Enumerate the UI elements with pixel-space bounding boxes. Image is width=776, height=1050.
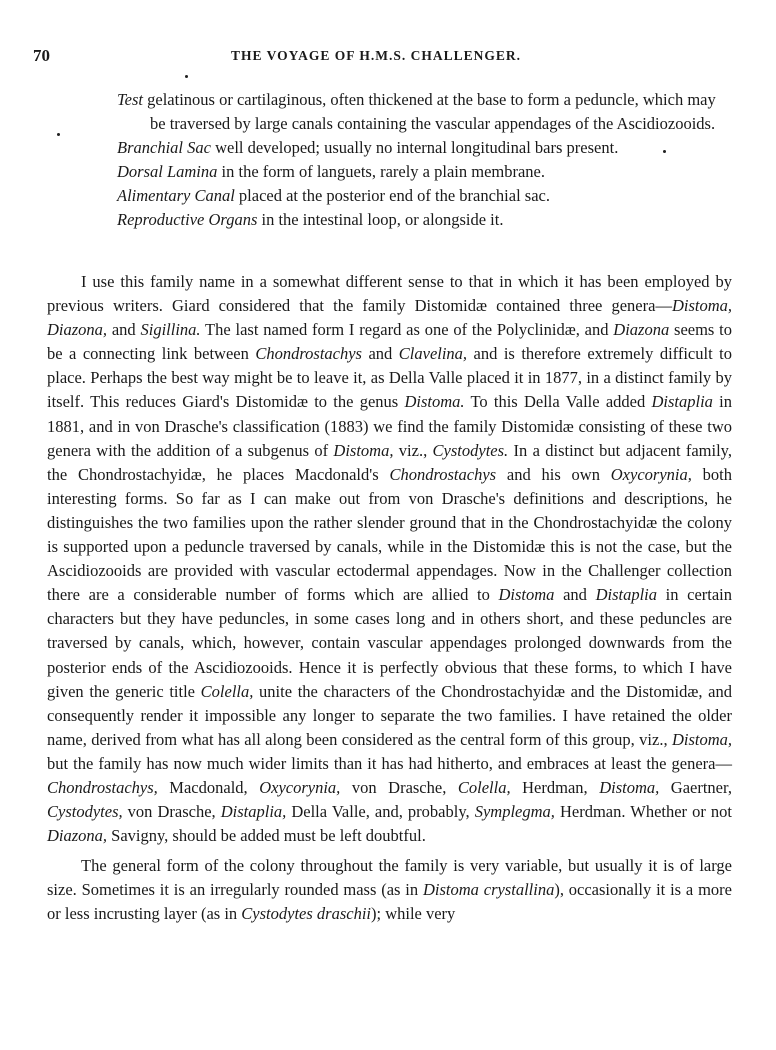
italic-text: Cystodytes.	[432, 440, 509, 460]
italic-text: Chondrostachys,	[47, 777, 158, 797]
text-run: Macdonald,	[157, 777, 260, 797]
text-run: and	[107, 320, 141, 340]
text-run: and	[361, 344, 399, 364]
text-run: I use this family name in a somewhat different sense to that in which it has been employed by previous writers. Giard considered that the family Distomidæ contained three genera—	[47, 272, 732, 316]
text-run: and	[554, 585, 596, 605]
text-run: Savigny, should be added must be left doubtful.	[107, 826, 426, 846]
paragraph	[47, 854, 732, 926]
character-text: in the intestinal loop, or alongside it.	[257, 210, 504, 229]
text-run: ), occasionally it is a more or less incrusting layer (as in	[47, 880, 732, 924]
text-run: and his own	[496, 464, 611, 484]
character-text: gelatinous or cartilaginous, often thickened at the base to form a peduncle, which may be traversed by large canals containing the vascular appendages of the Ascidiozooids.	[143, 90, 716, 133]
character-term: Alimentary Canal	[117, 186, 235, 205]
text-run: seems to be a connecting link between	[47, 320, 732, 364]
character-text: well developed; usually no internal longitudinal bars present.	[210, 138, 619, 157]
italic-text: Distoma.	[404, 392, 465, 412]
character-item	[117, 88, 732, 136]
italic-text: Distoma,	[671, 729, 732, 749]
character-item	[117, 160, 732, 184]
italic-text: Clavelina,	[398, 344, 468, 364]
text-run: unite the characters of the Chondrostachyidæ and the Distomidæ, and consequently render it impossible any longer to separate the two families. I have retained the older name, derived from what has all along been considered as the central form of this group, viz.,	[47, 681, 733, 749]
character-term: Reproductive Organs	[117, 210, 258, 229]
italic-text: Oxycorynia,	[259, 777, 341, 797]
text-run: The general form of the colony throughout the family is very variable, but usually it is of large size. Sometimes it is an irregularly rounded mass (as in	[47, 856, 732, 900]
text-run: in certain characters but they have peduncles, in some cases long and in others short, and these peduncles are traversed by canals, which, however, contain vascular appendages prolonged downwards from the posterior ends of the Ascidiozooids. Hence it is perfectly obvious that these forms, to which I have given the generic title	[47, 585, 733, 701]
italic-text: Cystodytes draschii	[241, 904, 371, 924]
italic-text: Distoma,	[599, 777, 660, 797]
text-run: Gaertner,	[659, 777, 732, 797]
family-characters	[117, 88, 732, 232]
text-run: and is therefore extremely difficult to place. Perhaps the best way might be to leave it, as Della Valle placed it in 1877, in a distinct family by itself. This reduces Giard's Distomidæ to the genus	[47, 344, 732, 412]
text-run: both interesting forms. So far as I can make out from von Drasche's definitions and descriptions, he distinguishes the two families upon the rather slender ground that in the Chondrostachyidæ the colony is supported upon a peduncle traversed by canals, while in the Distomidæ this is not the case, but the Ascidiozooids are provided with vascular ectodermal appendages. Now in the Challenger collection there are a considerable number of forms which are allied to	[47, 464, 732, 605]
page-number: 70	[33, 46, 50, 65]
italic-text: Colella,	[457, 777, 511, 797]
print-speck	[57, 133, 60, 136]
text-run: Della Valle, and, probably,	[286, 802, 475, 822]
character-term: Branchial Sac	[117, 138, 211, 157]
italic-text: Symplegma,	[474, 802, 555, 822]
italic-text: Colella,	[200, 681, 254, 701]
italic-text: Distaplia	[595, 585, 657, 605]
character-text: placed at the posterior end of the branchial sac.	[234, 186, 550, 205]
running-title: THE VOYAGE OF H.M.S. CHALLENGER.	[231, 48, 522, 63]
text-run: von Drasche,	[122, 802, 221, 822]
character-term: Dorsal Lamina	[117, 162, 218, 181]
page-header	[33, 46, 733, 68]
body-text	[47, 270, 732, 927]
italic-text: Distoma, Diazona,	[47, 296, 732, 340]
character-text: in the form of languets, rarely a plain membrane.	[217, 162, 545, 181]
italic-text: Distoma,	[333, 440, 394, 460]
text-run: in 1881, and in von Drasche's classification (1883) we find the family Distomidæ consisting of these two genera with the addition of a subgenus of	[47, 392, 733, 460]
italic-text: Sigillina.	[140, 320, 201, 340]
text-run: von Drasche,	[340, 777, 458, 797]
text-run: In a distinct but adjacent family, the Chondrostachyidæ, he places Macdonald's	[47, 440, 732, 484]
italic-text: Chondrostachys	[389, 464, 497, 484]
italic-text: Distaplia	[651, 392, 713, 412]
italic-text: Cystodytes,	[47, 802, 123, 822]
paragraph	[47, 270, 732, 848]
character-item	[117, 136, 732, 160]
text-run: Herdman,	[510, 777, 600, 797]
italic-text: Diazona,	[47, 826, 108, 846]
character-item	[117, 184, 732, 208]
text-run: Herdman. Whether or not	[554, 802, 732, 822]
italic-text: Oxycorynia,	[610, 464, 692, 484]
text-run: but the family has now much wider limits than it has had hitherto, and embraces at least the genera—	[47, 753, 732, 773]
italic-text: Distaplia,	[220, 802, 287, 822]
character-item	[117, 208, 732, 232]
character-term: Test	[117, 90, 143, 109]
text-run: To this Della Valle added	[464, 392, 652, 412]
text-run: ); while very	[371, 904, 456, 924]
text-run: viz.,	[393, 440, 433, 460]
italic-text: Distoma crystallina	[422, 880, 555, 900]
print-speck	[185, 75, 188, 78]
italic-text: Distoma	[498, 585, 555, 605]
italic-text: Chondrostachys	[255, 344, 362, 364]
italic-text: Diazona	[613, 320, 670, 340]
text-run: The last named form I regard as one of the Polyclinidæ, and	[200, 320, 614, 340]
